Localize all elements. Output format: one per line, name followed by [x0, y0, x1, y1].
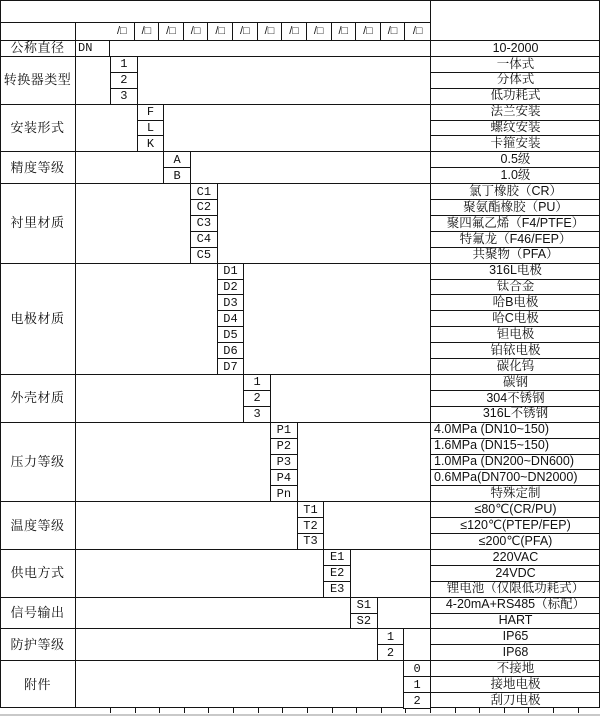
sheet-column-tick	[208, 708, 209, 713]
option-code-cell: D2	[217, 279, 245, 296]
option-desc-cell: 1.6MPa (DN15~150)	[434, 438, 549, 453]
category-label: 防护等级	[10, 636, 65, 652]
option-desc-cell: 304不锈钢	[486, 390, 545, 405]
option-code-cell: A	[163, 151, 191, 168]
option-desc-cell: 特氟龙（F46/FEP）	[459, 231, 572, 246]
option-code-cell: 1	[377, 628, 405, 645]
option-desc-cell: 法兰安装	[490, 104, 541, 119]
sheet-column-tick	[479, 708, 480, 713]
option-code-cell: S1	[350, 597, 378, 614]
option-desc-cell: 铂铱电极	[490, 342, 541, 357]
category-label: 公称直径	[10, 40, 65, 56]
option-desc-cell: 氯丁橡胶（CR）	[468, 183, 563, 198]
option-desc-cell: 聚四氟乙烯（F4/PTFE）	[446, 215, 585, 230]
option-desc-cell: 螺纹安装	[490, 120, 541, 135]
option-code-cell: C4	[190, 231, 218, 248]
sheet-column-tick	[110, 708, 111, 713]
option-desc-cell: 接地电极	[490, 676, 541, 691]
option-desc-cell: IP68	[502, 645, 529, 660]
option-desc-cell: 4.0MPa (DN10~150)	[434, 422, 549, 437]
option-code-cell: DN	[75, 40, 110, 56]
category-label: 信号输出	[10, 605, 65, 621]
option-code-cell: P2	[270, 438, 298, 455]
option-desc-cell: 220VAC	[492, 549, 539, 564]
option-code-cell: 1	[403, 676, 431, 693]
option-code-cell: 0	[403, 660, 431, 677]
option-desc-cell: 特殊定制	[490, 486, 541, 501]
option-code-cell: T2	[297, 517, 325, 534]
category-label: 精度等级	[10, 159, 65, 175]
sheet-column-tick	[135, 708, 136, 713]
option-desc-cell: 一体式	[496, 56, 535, 71]
sheet-column-tick	[430, 708, 431, 713]
sheet-column-tick	[184, 708, 185, 713]
option-desc-cell: 碳钢	[502, 374, 528, 389]
sheet-column-tick	[307, 708, 308, 713]
option-code-cell: D1	[217, 263, 245, 280]
option-code-cell: 2	[110, 72, 138, 89]
option-desc-cell: ≤120℃(PTEP/FEP)	[460, 517, 571, 532]
sheet-column-tick	[455, 708, 456, 713]
option-desc-cell: 0.6MPa(DN700~DN2000)	[434, 470, 578, 485]
option-desc-cell: 低功耗式	[490, 88, 541, 103]
option-desc-cell: 哈B电极	[492, 295, 539, 310]
option-code-cell: D6	[217, 342, 245, 359]
model-slot-cell: /□	[412, 24, 423, 37]
sheet-column-tick	[504, 708, 505, 713]
category-label: 衬里材质	[10, 215, 65, 231]
option-code-cell: P4	[270, 469, 298, 486]
model-slot-cell: /□	[159, 22, 184, 40]
option-code-cell: T1	[297, 501, 325, 518]
option-desc-cell: 锂电池（仅限低功耗式）	[446, 581, 585, 596]
option-code-cell: D4	[217, 310, 245, 327]
option-code-cell: E1	[323, 549, 351, 566]
option-desc-cell: 刮刀电极	[490, 692, 541, 707]
category-label: 温度等级	[10, 517, 65, 533]
category-label: 供电方式	[10, 565, 65, 581]
option-code-cell: 2	[243, 390, 271, 407]
option-code-cell: 3	[243, 406, 271, 423]
option-desc-cell: 316L电极	[489, 263, 542, 278]
model-slot-cell: /□	[233, 22, 258, 40]
option-code-cell: C5	[190, 247, 218, 264]
option-desc-cell: 哈C电极	[492, 311, 539, 326]
model-slot-cell: /□	[135, 22, 160, 40]
option-code-cell: D7	[217, 358, 245, 375]
option-code-cell: P3	[270, 454, 298, 471]
category-label: 电极材质	[10, 310, 65, 326]
option-desc-cell: 钽电极	[496, 326, 535, 341]
option-code-cell: K	[137, 135, 165, 152]
option-code-cell: 3	[110, 88, 138, 105]
option-code-cell: P1	[270, 422, 298, 439]
option-code-cell: D5	[217, 326, 245, 343]
sheet-column-tick	[282, 708, 283, 713]
sheet-column-tick	[356, 708, 357, 713]
category-label: 附件	[23, 676, 51, 692]
model-slot-cell: /□	[208, 22, 233, 40]
option-desc-cell: 1.0MPa (DN200~DN600)	[434, 454, 574, 469]
option-desc-cell: 钛合金	[496, 279, 535, 294]
sheet-column-tick	[258, 708, 259, 713]
category-label: 外壳材质	[10, 390, 65, 406]
option-desc-cell: 316L不锈钢	[482, 406, 549, 421]
category-label: 压力等级	[10, 453, 65, 469]
option-desc-cell: 聚氨酯橡胶（PU）	[463, 199, 568, 214]
model-slot-cell: /□	[356, 22, 381, 40]
model-slot-cell: /□	[307, 22, 332, 40]
option-code-cell: E2	[323, 565, 351, 582]
option-desc-cell: 分体式	[496, 72, 535, 87]
option-desc-cell: ≤80℃(CR/PU)	[474, 501, 557, 516]
option-code-cell: B	[163, 167, 191, 184]
option-code-cell: D3	[217, 294, 245, 311]
option-code-cell: C3	[190, 215, 218, 232]
option-code-cell: F	[137, 104, 165, 121]
model-slot-cell: /□	[184, 22, 209, 40]
option-desc-cell: IP65	[502, 629, 529, 644]
option-desc-cell: ≤200℃(PFA)	[478, 533, 553, 548]
sheet-column-tick	[528, 708, 529, 713]
model-slot-cell: /□	[332, 22, 357, 40]
model-slot-cell: /□	[282, 22, 307, 40]
option-desc-cell: 24VDC	[495, 565, 536, 580]
option-desc-cell: 卡箍安装	[490, 136, 541, 151]
option-desc-cell: 1.0级	[500, 167, 531, 182]
sheet-column-tick	[233, 708, 234, 713]
option-code-cell: 2	[377, 644, 405, 661]
sheet-column-tick	[159, 708, 160, 713]
option-code-cell: C1	[190, 183, 218, 200]
option-code-cell: 1	[110, 56, 138, 73]
option-desc-cell: 10-2000	[492, 40, 539, 55]
option-code-cell: E3	[323, 581, 351, 598]
option-code-cell: Pn	[270, 485, 298, 502]
sheet-column-tick	[332, 708, 333, 713]
option-desc-cell: 碳化钨	[496, 358, 535, 373]
option-desc-cell: 4-20mA+RS485（标配）	[445, 597, 586, 612]
model-slot-cell: /□	[110, 22, 135, 40]
sheet-column-tick	[381, 708, 382, 713]
label-column-border	[75, 22, 76, 708]
sheet-column-tick	[553, 708, 554, 713]
option-code-cell: T3	[297, 533, 325, 550]
option-desc-cell: 不接地	[496, 660, 535, 675]
option-code-cell: S2	[350, 613, 378, 630]
option-code-cell: 2	[403, 692, 431, 709]
model-slot-cell: /□	[381, 22, 406, 40]
option-code-cell: C2	[190, 199, 218, 216]
sheet-column-tick	[578, 708, 579, 713]
category-label: 转换器类型	[3, 72, 72, 88]
option-desc-cell: 共聚物（PFA）	[472, 247, 559, 262]
option-desc-cell: 0.5级	[500, 152, 531, 167]
sheet-column-tick	[405, 708, 406, 713]
model-slot-cell: /□	[258, 22, 283, 40]
option-code-cell: 1	[243, 374, 271, 391]
option-code-cell: L	[137, 120, 165, 137]
category-label: 安装形式	[10, 119, 65, 135]
option-desc-cell: HART	[498, 613, 533, 628]
